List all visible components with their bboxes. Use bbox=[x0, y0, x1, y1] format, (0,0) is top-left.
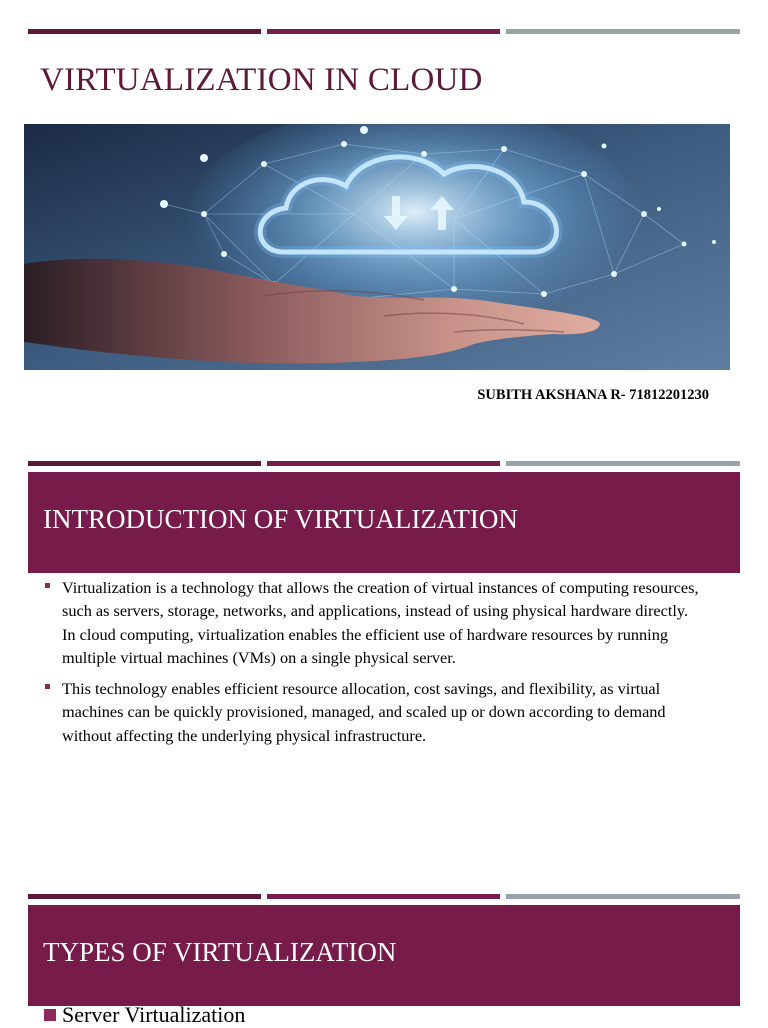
bullet-item bbox=[44, 576, 704, 669]
accent-bar-gray bbox=[506, 29, 740, 34]
accent-bar-dark bbox=[28, 461, 261, 466]
accent-bars bbox=[28, 29, 740, 35]
accent-bars bbox=[28, 461, 740, 467]
list-item-text: Server Virtualization bbox=[62, 1002, 246, 1027]
accent-bar-gray bbox=[506, 894, 740, 899]
slide-title-text: VIRTUALIZATION IN CLOUD bbox=[40, 62, 483, 98]
author-credit: SUBITH AKSHANA R- 71812201230 bbox=[477, 387, 709, 403]
accent-bar-dark bbox=[28, 29, 261, 34]
slide-heading: TYPES OF VIRTUALIZATION bbox=[43, 937, 397, 967]
bullet-square-icon bbox=[45, 583, 50, 588]
accent-bar-plum bbox=[267, 894, 500, 899]
title-band bbox=[28, 472, 740, 573]
accent-bar-dark bbox=[28, 894, 261, 899]
bullet-text: This technology enables efficient resource allocation, cost savings, and flexibility, as virtual machines can be quickly provisioned, managed, and scaled up or down according to demand without affecting the underlying physical infrastructure. bbox=[62, 679, 666, 745]
list-item bbox=[44, 1002, 245, 1028]
cloud-network-illustration bbox=[24, 124, 730, 370]
bullet-item bbox=[44, 677, 704, 747]
slide-introduction bbox=[0, 440, 768, 880]
slide-types bbox=[0, 880, 768, 1027]
slide-title bbox=[0, 0, 768, 440]
accent-bars bbox=[28, 894, 740, 900]
accent-bar-plum bbox=[267, 29, 500, 34]
accent-bar-plum bbox=[267, 461, 500, 466]
title-band bbox=[28, 905, 740, 1006]
bullet-list bbox=[44, 576, 704, 755]
accent-bar-gray bbox=[506, 461, 740, 466]
slide-heading: INTRODUCTION OF VIRTUALIZATION bbox=[43, 504, 518, 534]
bullet-square-icon bbox=[44, 1009, 56, 1021]
bullet-square-icon bbox=[45, 684, 50, 689]
bullet-text: Virtualization is a technology that allows the creation of virtual instances of computing resources, such as servers, storage, networks, and applications, instead of using physical hardware directly. In cloud computing, virtualization enables the efficient use of hardware resources by running multiple virtual machines (VMs) on a single physical server. bbox=[62, 578, 699, 667]
hero-image bbox=[24, 124, 730, 370]
